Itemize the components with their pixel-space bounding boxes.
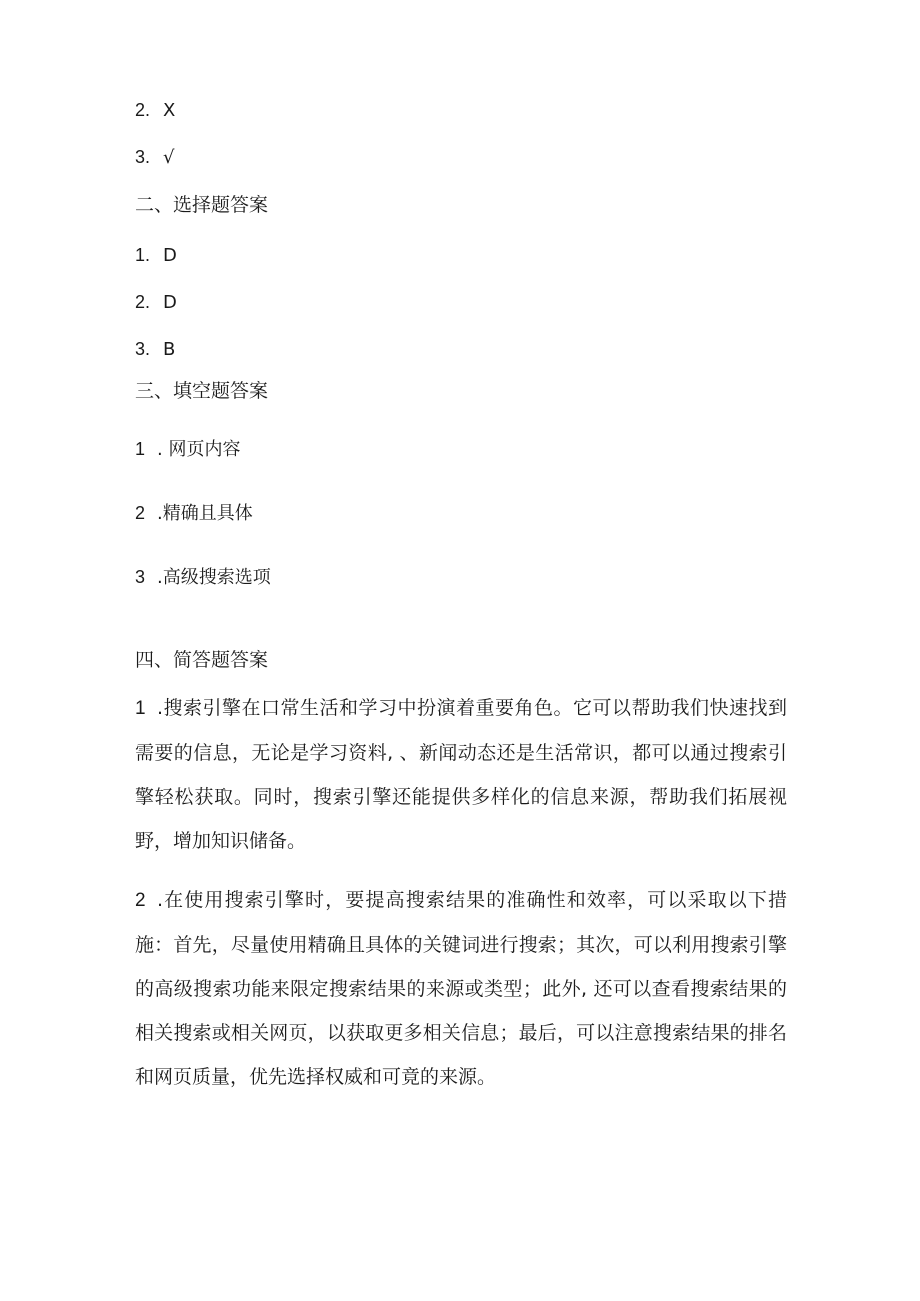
item-number: 1. bbox=[135, 245, 151, 265]
item-text: .在使用搜索引擎时，要提高搜索结果的准确性和效率，可以采取以下措施：首先，尽量使用精确且具体的关键词进行搜索；其次，可以利用搜索引擎的高级搜索功能来限定搜索结果的来源或类型；此外, 还可以查看搜索结果的相关搜索或相关网页，以获取更多相关信息；最后，可以注意搜索结果的排名和网页质量，优先选择权威和可竟的来源。 bbox=[135, 889, 787, 1088]
fill-answer-1 bbox=[135, 437, 240, 462]
item-answer: √ bbox=[163, 147, 175, 168]
short-answer-1 bbox=[135, 686, 787, 863]
item-answer: . 网页内容 bbox=[157, 439, 241, 460]
item-answer: D bbox=[163, 292, 177, 313]
item-number: 3. bbox=[135, 339, 151, 359]
item-answer: .精确且具体 bbox=[157, 503, 253, 524]
choice-answer-1 bbox=[135, 243, 177, 268]
item-text: .搜索引擎在口常生活和学习中扮演着重要角色。它可以帮助我们快速找到需要的信息，无论是学习资料, 、新闻动态还是生活常识，都可以通过搜索引擎轻松获取。同时，搜索引擎还能提供多样化的信息来源，帮助我们拓展视野，增加知识储备。 bbox=[135, 697, 787, 852]
item-answer: X bbox=[163, 100, 176, 121]
section-title-fill-blank: 三、填空题答案 bbox=[135, 380, 269, 402]
fill-answer-3 bbox=[135, 565, 271, 590]
section-title-short-answer: 四、简答题答案 bbox=[135, 649, 269, 671]
item-answer: D bbox=[163, 245, 177, 266]
item-answer: .高级搜索选项 bbox=[157, 567, 271, 588]
item-number: 1 bbox=[135, 439, 146, 459]
judgment-answer-2 bbox=[135, 98, 175, 123]
choice-answer-3 bbox=[135, 337, 175, 362]
item-number: 3 bbox=[135, 567, 146, 587]
item-number: 2. bbox=[135, 100, 151, 120]
fill-answer-2 bbox=[135, 501, 253, 526]
item-number: 1 bbox=[135, 698, 146, 719]
item-number: 3. bbox=[135, 147, 151, 167]
choice-answer-2 bbox=[135, 290, 177, 315]
judgment-answer-3 bbox=[135, 145, 174, 170]
item-number: 2 bbox=[135, 890, 146, 911]
item-number: 2. bbox=[135, 292, 151, 312]
short-answer-2 bbox=[135, 878, 787, 1099]
item-number: 2 bbox=[135, 503, 146, 523]
item-answer: B bbox=[163, 339, 176, 360]
section-title-choice: 二、选择题答案 bbox=[135, 194, 269, 216]
